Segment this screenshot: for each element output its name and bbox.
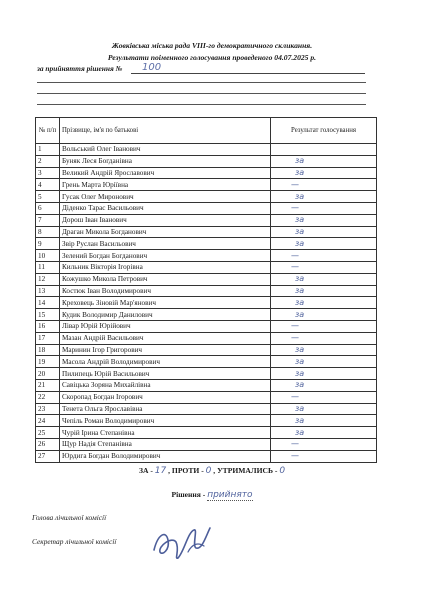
vote-mark: за bbox=[295, 309, 305, 319]
row-number: 12 bbox=[36, 273, 60, 285]
table-row bbox=[36, 155, 377, 167]
abstain-value: 0 bbox=[279, 466, 286, 476]
signature bbox=[148, 522, 218, 566]
vote-mark: за bbox=[295, 403, 305, 413]
row-number: 3 bbox=[36, 167, 60, 179]
votes-table bbox=[35, 117, 377, 463]
vote-cell bbox=[271, 356, 377, 368]
row-number: 1 bbox=[36, 144, 60, 156]
deputy-name: Лівар Юрій Юрійович bbox=[60, 320, 271, 332]
deputy-name: Буняк Леся Богданівна bbox=[60, 155, 271, 167]
vote-mark: — bbox=[291, 333, 299, 343]
row-number: 11 bbox=[36, 261, 60, 273]
row-number: 9 bbox=[36, 238, 60, 250]
row-number: 7 bbox=[36, 214, 60, 226]
deputy-name: Креховець Зіновій Мар'янович bbox=[60, 297, 271, 309]
vote-mark: — bbox=[291, 392, 299, 402]
row-number: 4 bbox=[36, 179, 60, 191]
deputy-name: Юрдига Богдан Володимирович bbox=[60, 450, 271, 462]
chair-label: Голова лічильної комісії bbox=[32, 513, 107, 522]
table-row bbox=[36, 391, 377, 403]
vote-cell bbox=[271, 202, 377, 214]
row-number: 8 bbox=[36, 226, 60, 238]
vote-mark: за bbox=[295, 415, 305, 425]
for-label: ЗА - bbox=[138, 466, 153, 475]
blank-line bbox=[37, 82, 366, 83]
table-row bbox=[36, 202, 377, 214]
vote-cell bbox=[271, 391, 377, 403]
deputy-name: Кожушко Микола Петрович bbox=[60, 273, 271, 285]
vote-mark: за bbox=[295, 285, 305, 295]
table-row bbox=[36, 403, 377, 415]
deputy-name: Вольський Олег Іванович bbox=[60, 144, 271, 156]
column-header-result: Результат голосування bbox=[271, 118, 377, 144]
deputy-name: Чурій Ірина Степанівна bbox=[60, 427, 271, 439]
table-row bbox=[36, 356, 377, 368]
vote-summary bbox=[0, 466, 424, 476]
decision-result bbox=[0, 490, 424, 500]
vote-cell bbox=[271, 415, 377, 427]
table-row bbox=[36, 250, 377, 262]
vote-mark: — bbox=[291, 451, 299, 461]
row-number: 25 bbox=[36, 427, 60, 439]
blank-line bbox=[37, 93, 366, 94]
vote-cell bbox=[271, 297, 377, 309]
vote-mark: за bbox=[295, 167, 305, 177]
vote-mark: за bbox=[295, 344, 305, 354]
vote-cell bbox=[271, 167, 377, 179]
vote-mark: за bbox=[295, 427, 305, 437]
vote-cell bbox=[271, 368, 377, 380]
vote-mark: за bbox=[295, 156, 305, 166]
row-number: 22 bbox=[36, 391, 60, 403]
against-label: , ПРОТИ - bbox=[168, 466, 204, 475]
blank-line bbox=[37, 104, 366, 105]
vote-cell bbox=[271, 403, 377, 415]
table-row bbox=[36, 191, 377, 203]
row-number: 16 bbox=[36, 320, 60, 332]
vote-cell bbox=[271, 238, 377, 250]
table-header-row bbox=[36, 118, 377, 144]
for-value: 17 bbox=[154, 466, 167, 476]
deputy-name: Костюк Іван Володимирович bbox=[60, 285, 271, 297]
table-row bbox=[36, 450, 377, 462]
row-number: 2 bbox=[36, 155, 60, 167]
table-row bbox=[36, 309, 377, 321]
result-value: прийнято bbox=[207, 490, 253, 500]
table-row bbox=[36, 261, 377, 273]
vote-cell bbox=[271, 179, 377, 191]
vote-cell bbox=[271, 273, 377, 285]
vote-mark: за bbox=[295, 368, 305, 378]
table-row bbox=[36, 214, 377, 226]
deputy-name: Грень Марта Юріївна bbox=[60, 179, 271, 191]
vote-cell bbox=[271, 344, 377, 356]
vote-mark: — bbox=[291, 250, 299, 260]
vote-cell bbox=[271, 427, 377, 439]
table-row bbox=[36, 297, 377, 309]
column-header-number: № п/п bbox=[36, 118, 60, 144]
row-number: 6 bbox=[36, 202, 60, 214]
vote-cell bbox=[271, 155, 377, 167]
deputy-name: Звір Руслан Васильович bbox=[60, 238, 271, 250]
row-number: 26 bbox=[36, 438, 60, 450]
vote-cell bbox=[271, 191, 377, 203]
council-title: Жовківська міська рада VIII-го демократичного скликання. bbox=[111, 41, 313, 50]
table-row bbox=[36, 144, 377, 156]
against-value: 0 bbox=[205, 466, 212, 476]
row-number: 20 bbox=[36, 368, 60, 380]
vote-mark: за bbox=[295, 215, 305, 225]
table-row bbox=[36, 379, 377, 391]
vote-mark: — bbox=[291, 262, 299, 272]
row-number: 5 bbox=[36, 191, 60, 203]
vote-mark: — bbox=[291, 203, 299, 213]
table-row bbox=[36, 438, 377, 450]
row-number: 10 bbox=[36, 250, 60, 262]
table-row bbox=[36, 273, 377, 285]
vote-mark: — bbox=[291, 439, 299, 449]
deputy-name: Кильник Вікторія Ігорівна bbox=[60, 261, 271, 273]
vote-cell bbox=[271, 261, 377, 273]
vote-cell bbox=[271, 226, 377, 238]
table-row bbox=[36, 285, 377, 297]
vote-cell bbox=[271, 214, 377, 226]
table-row bbox=[36, 344, 377, 356]
deputy-name: Кудик Володимир Данилович bbox=[60, 309, 271, 321]
row-number: 17 bbox=[36, 332, 60, 344]
vote-cell bbox=[271, 250, 377, 262]
vote-mark: за bbox=[295, 356, 305, 366]
vote-mark: за bbox=[295, 226, 305, 236]
row-number: 14 bbox=[36, 297, 60, 309]
deputy-name: Пилипець Юрій Васильович bbox=[60, 368, 271, 380]
deputy-name: Мазан Андрій Васильович bbox=[60, 332, 271, 344]
vote-cell bbox=[271, 285, 377, 297]
deputy-name: Драган Микола Богданович bbox=[60, 226, 271, 238]
row-number: 24 bbox=[36, 415, 60, 427]
table-row bbox=[36, 368, 377, 380]
table-row bbox=[36, 226, 377, 238]
column-header-name: Прізвище, ім'я по батькові bbox=[60, 118, 271, 144]
deputy-name: Масола Андрій Володимирович bbox=[60, 356, 271, 368]
vote-cell bbox=[271, 450, 377, 462]
vote-cell bbox=[271, 332, 377, 344]
vote-cell bbox=[271, 309, 377, 321]
table-row bbox=[36, 320, 377, 332]
row-number: 18 bbox=[36, 344, 60, 356]
deputy-name: Гусак Олег Миронович bbox=[60, 191, 271, 203]
vote-mark: за bbox=[295, 297, 305, 307]
decision-number: 100 bbox=[142, 62, 162, 73]
result-label: Рішення - bbox=[171, 490, 206, 499]
decision-label: за прийняття рішення № bbox=[37, 64, 123, 73]
vote-cell bbox=[271, 144, 377, 156]
row-number: 13 bbox=[36, 285, 60, 297]
deputy-name: Дорош Іван Іванович bbox=[60, 214, 271, 226]
vote-mark: — bbox=[291, 179, 299, 189]
row-number: 15 bbox=[36, 309, 60, 321]
table-row bbox=[36, 332, 377, 344]
table-row bbox=[36, 179, 377, 191]
deputy-name: Маринин Ігор Григорович bbox=[60, 344, 271, 356]
deputy-name: Чепіль Роман Володимирович bbox=[60, 415, 271, 427]
table-row bbox=[36, 238, 377, 250]
deputy-name: Тенета Ольга Ярославівна bbox=[60, 403, 271, 415]
table-row bbox=[36, 415, 377, 427]
vote-cell bbox=[271, 379, 377, 391]
deputy-name: Савіцька Зоряна Михайлівна bbox=[60, 379, 271, 391]
secretary-label: Секретар лічильної комісії bbox=[32, 537, 117, 546]
abstain-label: , УТРИМАЛИСЬ - bbox=[213, 466, 278, 475]
deputy-name: Щур Надія Степанівна bbox=[60, 438, 271, 450]
row-number: 19 bbox=[36, 356, 60, 368]
deputy-name: Великий Андрій Ярославович bbox=[60, 167, 271, 179]
decision-underline bbox=[131, 73, 365, 74]
deputy-name: Зелений Богдан Богданович bbox=[60, 250, 271, 262]
deputy-name: Діденко Тарас Васильович bbox=[60, 202, 271, 214]
row-number: 23 bbox=[36, 403, 60, 415]
vote-mark: — bbox=[291, 321, 299, 331]
deputy-name: Скоропад Богдан Ігорович bbox=[60, 391, 271, 403]
vote-mark: за bbox=[295, 191, 305, 201]
vote-cell bbox=[271, 438, 377, 450]
results-title: Результати поіменного голосування проведеного 04.07.2025 р. bbox=[107, 53, 317, 62]
vote-cell bbox=[271, 320, 377, 332]
vote-mark: за bbox=[295, 274, 305, 284]
table-row bbox=[36, 167, 377, 179]
vote-mark: за bbox=[295, 380, 305, 390]
table-row bbox=[36, 427, 377, 439]
row-number: 21 bbox=[36, 379, 60, 391]
vote-mark: за bbox=[295, 238, 305, 248]
row-number: 27 bbox=[36, 450, 60, 462]
